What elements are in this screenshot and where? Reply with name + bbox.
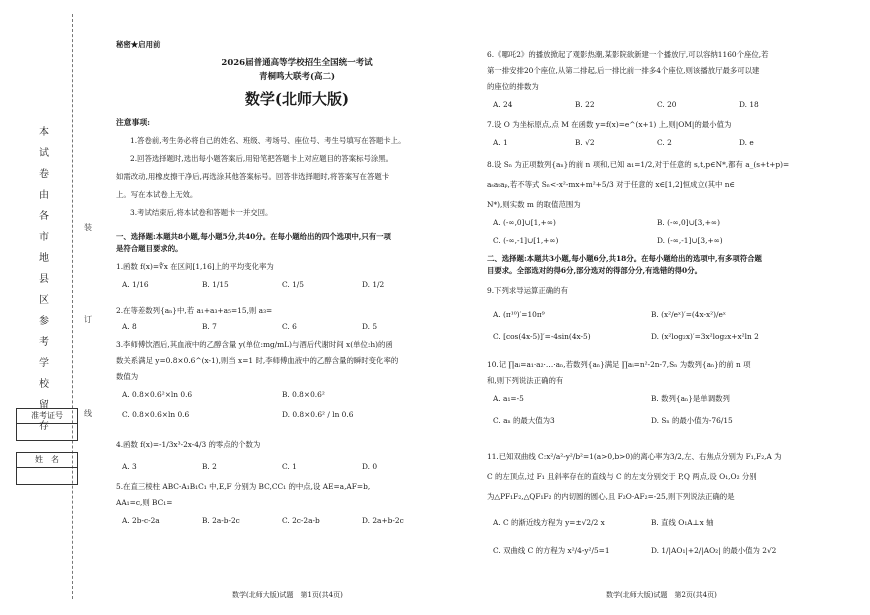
q9-option-c[interactable]: C. [cos(4x-5)]′=-4sin(4x-5) (493, 332, 591, 341)
q6-option-d[interactable]: D. 18 (739, 100, 759, 109)
secret-label: 秘密★启用前 (116, 40, 161, 49)
vertical-char: 由 (39, 190, 49, 201)
q5-option-a[interactable]: A. 2b-c-2a (122, 516, 160, 525)
q10-option-b[interactable]: B. 数列{aₙ}是单调数列 (651, 394, 730, 403)
question-11-line: 11.已知双曲线 C:x²/a²-y²/b²=1(a>0,b>0)的离心率为3/2,左、右焦点分别为 F₁,F₂,A 为 (487, 452, 782, 461)
q4-option-a[interactable]: A. 3 (122, 462, 137, 471)
q2-option-c[interactable]: C. 6 (282, 322, 297, 331)
q3-option-c[interactable]: C. 0.8×0.6×ln 0.6 (122, 410, 190, 419)
exam-subtitle: 青桐鸣大联考(高二) (258, 72, 336, 82)
q6-option-b[interactable]: B. 22 (575, 100, 595, 109)
vertical-char: 卷 (39, 169, 49, 180)
vertical-char: 地 (39, 253, 49, 264)
question-3-line: 数关系满足 y=0.8×0.6^(x-1),则当 x=1 时,李师傅血液中的乙醇含量的瞬时变化率的 (116, 356, 399, 365)
q6-option-c[interactable]: C. 20 (657, 100, 677, 109)
vertical-char: 留 (39, 400, 49, 411)
q2-option-b[interactable]: B. 7 (202, 322, 217, 331)
q11-option-d[interactable]: D. 1/|AO₁|+2/|AO₂| 的最小值为 2√2 (651, 546, 777, 555)
question-3-line: 数值为 (116, 372, 139, 381)
question-8-line: N*),则实数 m 的取值范围为 (487, 200, 581, 209)
question-8-line: 8.设 Sₙ 为正项数列{aₙ}的前 n 项和,已知 a₁=1/2,对于任意的 s,t,p∈N*,都有 a_(s+t+p)= (487, 160, 790, 169)
name-label: 姓 名 (17, 453, 77, 468)
q4-option-d[interactable]: D. 0 (362, 462, 378, 471)
page-footer-right: 数学(北师大版)试题 第2页(共4页) (606, 591, 717, 599)
binding-char: 装 (84, 223, 92, 232)
q11-option-b[interactable]: B. 直线 O₁A⊥x 轴 (651, 518, 714, 527)
question-1: 1.函数 f(x)=∜x 在区间[1,16]上的平均变化率为 (116, 262, 274, 271)
q5-option-d[interactable]: D. 2a+b-2c (362, 516, 404, 525)
q5-option-b[interactable]: B. 2a-b-2c (202, 516, 240, 525)
page-footer-left: 数学(北师大版)试题 第1页(共4页) (232, 591, 343, 599)
question-11-line: C 的左顶点,过 F₁ 且斜率存在的直线与 C 的左支分别交于 P,Q 两点,设 O₁,O₂ 分别 (487, 472, 757, 481)
section1-heading: 是符合题目要求的。 (116, 244, 183, 253)
section2-heading: 二、选择题:本题共3小题,每小题6分,共18分。在每小题给出的选项中,有多项符合题 (487, 254, 762, 263)
question-9: 9.下列求导运算正确的有 (487, 286, 568, 295)
q10-option-a[interactable]: A. a₁=-5 (493, 394, 524, 403)
q5-option-c[interactable]: C. 2c-2a-b (282, 516, 320, 525)
q1-option-c[interactable]: C. 1/5 (282, 280, 304, 289)
question-10-line: 和,则下列说法正确的有 (487, 376, 564, 385)
vertical-char: 区 (39, 295, 49, 306)
question-6-line: 6.《哪吒2》的播放掀起了观影热潮,某影院欲新建一个播放厅,可以容纳1160个座位,若 (487, 50, 769, 59)
question-11-line: 为△PF₁F₂,△QF₁F₂ 的内切圆的圆心,且 F₂O·AF₂=-25,则下列说法正确的是 (487, 492, 735, 501)
exam-id-box[interactable] (16, 408, 78, 441)
vertical-char: 考 (39, 337, 49, 348)
question-5-line: 5.在直三棱柱 ABC-A₁B₁C₁ 中,E,F 分别为 BC,CC₁ 的中点,设 AE=a,AF=b, (116, 482, 371, 491)
exam-id-field[interactable] (17, 424, 77, 440)
vertical-char: 参 (39, 316, 49, 327)
question-10-line: 10.记 ∏aᵢ=a₁·a₂·…·aₙ,若数列{aₙ}满足 ∏aᵢ=n²-2n-7,Sₙ 为数列{aₙ}的前 n 项 (487, 360, 751, 369)
q7-option-d[interactable]: D. e (739, 138, 754, 147)
q9-option-b[interactable]: B. (x²/eˣ)′=(4x-x²)/eˣ (651, 310, 727, 319)
q4-option-b[interactable]: B. 2 (202, 462, 217, 471)
q3-option-b[interactable]: B. 0.8×0.6² (282, 390, 325, 399)
q8-option-c[interactable]: C. (-∞,-1]∪[1,+∞) (493, 236, 559, 245)
q3-option-d[interactable]: D. 0.8×0.6² / ln 0.6 (282, 410, 354, 419)
question-5-line: AA₁=c,则 BC₁= (116, 498, 173, 507)
section1-heading: 一、选择题:本题共8小题,每小题5分,共40分。在每小题给出的四个选项中,只有一项 (116, 232, 391, 241)
q8-option-d[interactable]: D. (-∞,-1]∪[3,+∞) (657, 236, 723, 245)
q2-option-d[interactable]: D. 5 (362, 322, 378, 331)
q1-option-a[interactable]: A. 1/16 (122, 280, 149, 289)
name-box[interactable] (16, 452, 78, 485)
vertical-char: 本 (39, 127, 49, 138)
binding-char: 订 (84, 315, 92, 324)
question-6-line: 的座位的排数为 (487, 82, 539, 91)
q10-option-d[interactable]: D. Sₙ 的最小值为-76/15 (651, 416, 733, 425)
exam-id-label: 准考证号 (17, 409, 77, 424)
binding-char: 线 (84, 409, 92, 418)
name-field[interactable] (17, 468, 77, 484)
question-7: 7.设 O 为坐标原点,点 M 在函数 y=f(x)=e^(x+1) 上,则|OM|的最小值为 (487, 120, 732, 129)
note-line: 3.考试结束后,将本试卷和答题卡一并交回。 (130, 208, 273, 217)
exam-title: 2026届普通高等学校招生全国统一考试 (221, 58, 373, 68)
q11-option-c[interactable]: C. 双曲线 C 的方程为 x²/4-y²/5=1 (493, 546, 610, 555)
question-6-line: 第一排安排20个座位,从第二排起,后一排比前一排多4个座位,则该播放厅最多可以建 (487, 66, 760, 75)
q9-option-d[interactable]: D. (x²log₂x)′=3x²log₂x+x²ln 2 (651, 332, 759, 341)
vertical-char: 各 (39, 211, 49, 222)
q6-option-a[interactable]: A. 24 (493, 100, 513, 109)
notes-title: 注意事项: (116, 118, 151, 127)
vertical-char: 学 (39, 358, 49, 369)
q10-option-c[interactable]: C. aₙ 的最大值为3 (493, 416, 555, 425)
q3-option-a[interactable]: A. 0.8×0.6²×ln 0.6 (122, 390, 193, 399)
note-line: 2.回答选择题时,选出每小题答案后,用铅笔把答题卡上对应题目的答案标号涂黑。 (130, 154, 394, 163)
subject-title: 数学(北师大版) (244, 90, 350, 108)
vertical-char: 市 (39, 232, 49, 243)
q7-option-b[interactable]: B. √2 (575, 138, 595, 147)
vertical-char: 存 (39, 421, 49, 432)
question-2: 2.在等差数列{aₙ}中,若 a₁+a₃+a₅=15,则 a₃= (116, 306, 273, 315)
q11-option-a[interactable]: A. C 的渐近线方程为 y=±√2/2 x (493, 518, 605, 527)
note-line: 上。写在本试卷上无效。 (116, 190, 198, 199)
q7-option-a[interactable]: A. 1 (493, 138, 508, 147)
question-8-line: aₛaₜaₚ,若不等式 Sₙ<-x²-mx+m²+5/3 对于任意的 x∈[1,2]恒成立(其中 n∈ (487, 180, 735, 189)
q1-option-d[interactable]: D. 1/2 (362, 280, 385, 289)
question-4: 4.函数 f(x)=-1/3x³-2x-4/3 的零点的个数为 (116, 440, 261, 449)
q1-option-b[interactable]: B. 1/15 (202, 280, 229, 289)
binding-dashed-line (72, 14, 73, 599)
q9-option-a[interactable]: A. (π¹⁰)′=10π⁹ (493, 310, 545, 319)
q4-option-c[interactable]: C. 1 (282, 462, 297, 471)
q8-option-b[interactable]: B. (-∞,0]∪[3,+∞) (657, 218, 720, 227)
q7-option-c[interactable]: C. 2 (657, 138, 672, 147)
note-line: 1.答卷前,考生务必将自己的姓名、班级、考场号、座位号、考生号填写在答题卡上。 (130, 136, 406, 145)
q2-option-a[interactable]: A. 8 (122, 322, 137, 331)
note-line: 如需改动,用橡皮擦干净后,再选涂其他答案标号。回答非选择题时,将答案写在答题卡 (116, 172, 390, 181)
vertical-char: 校 (39, 379, 49, 390)
vertical-char: 县 (39, 274, 49, 285)
section2-heading: 目要求。全部选对的得6分,部分选对的得部分分,有选错的得0分。 (487, 266, 702, 275)
vertical-char: 试 (39, 148, 49, 159)
question-3-line: 3.李师傅饮酒后,其血液中的乙醇含量 y(单位:mg/mL)与酒后代谢时间 x(单位:h)的函 (116, 340, 393, 349)
binding-strip (0, 0, 105, 615)
q8-option-a[interactable]: A. (-∞,0]∪[1,+∞) (493, 218, 556, 227)
